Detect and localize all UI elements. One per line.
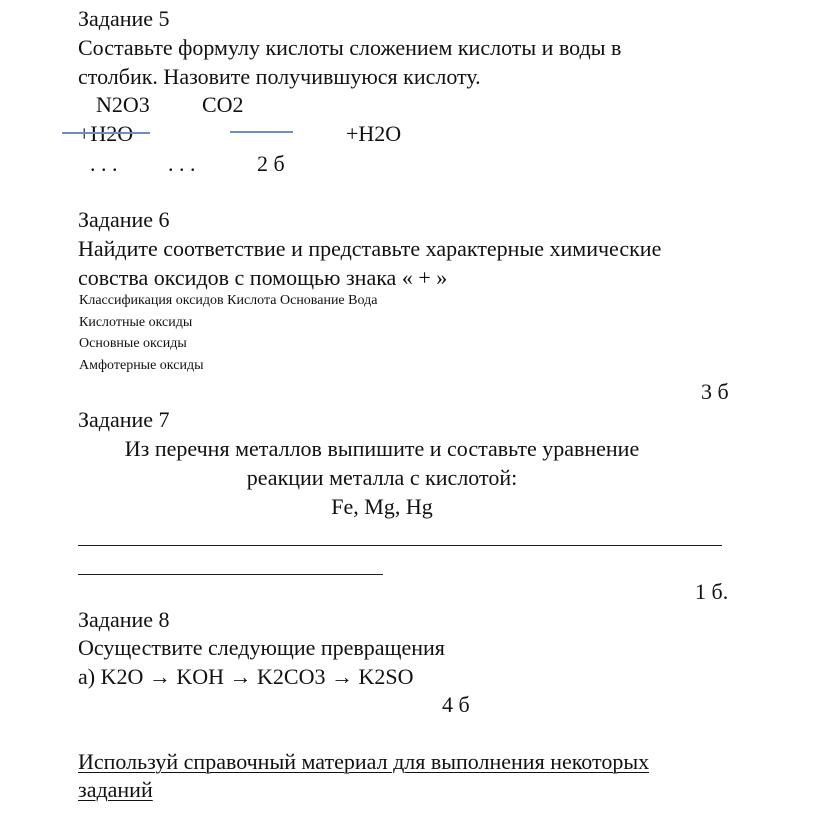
- task7-text-line1: Из перечня металлов выпишите и составьте уравнение: [124, 436, 640, 461]
- task6-title: Задание 6: [78, 207, 170, 232]
- task6-row-basic: Основные оксиды: [79, 336, 187, 351]
- task8-text-line1: Осуществите следующие превращения: [78, 635, 445, 660]
- task5-plus-h2o-1: +H2O: [78, 121, 134, 146]
- task8-title: Задание 8: [78, 607, 170, 632]
- footer-note-line1: Используй справочный материал для выполнения некоторых: [78, 749, 650, 774]
- task5-plus-h2o-2: +H2O: [346, 121, 402, 146]
- task7-text-line2: реакции металла с кислотой:: [246, 465, 518, 490]
- task7-score: 1 б.: [695, 579, 729, 604]
- task5-text-line2: столбик. Назовите получившуюся кислоту.: [78, 64, 481, 89]
- task6-score: 3 б: [701, 379, 729, 404]
- task5-formula-co2: CO2: [202, 92, 244, 117]
- task6-text-line1: Найдите соответствие и представьте характерные химические: [78, 236, 662, 261]
- task5-text-line1: Составьте формулу кислоты сложением кислоты и воды в: [78, 35, 622, 60]
- task7-title: Задание 7: [78, 407, 170, 432]
- task7-answer-line-2: [78, 574, 383, 575]
- task6-text-line2: совства оксидов с помощью знака « + »: [78, 265, 448, 290]
- task5-dots-2: . . .: [168, 151, 196, 176]
- task7-answer-line-1: [78, 545, 722, 546]
- task8-chain: а) K2O → KOH → K2CO3 → K2SO: [78, 664, 414, 689]
- task5-dots-1: . . .: [90, 151, 118, 176]
- task8-score: 4 б: [442, 692, 470, 717]
- task5-formula-n2o3: N2O3: [96, 92, 150, 117]
- task5-title: Задание 5: [78, 6, 170, 31]
- task6-table-header: Классификация оксидов Кислота Основание Вода: [79, 293, 378, 308]
- task5-score: 2 б: [257, 151, 285, 176]
- task5-blue-stroke-2: [230, 131, 293, 133]
- task7-metals: Fe, Mg, Hg: [331, 494, 433, 519]
- footer-note-line2: заданий: [78, 777, 153, 802]
- task6-row-acidic: Кислотные оксиды: [79, 315, 193, 330]
- task6-row-amphoteric: Амфотерные оксиды: [79, 358, 204, 373]
- task5-blue-stroke-1: [62, 132, 150, 134]
